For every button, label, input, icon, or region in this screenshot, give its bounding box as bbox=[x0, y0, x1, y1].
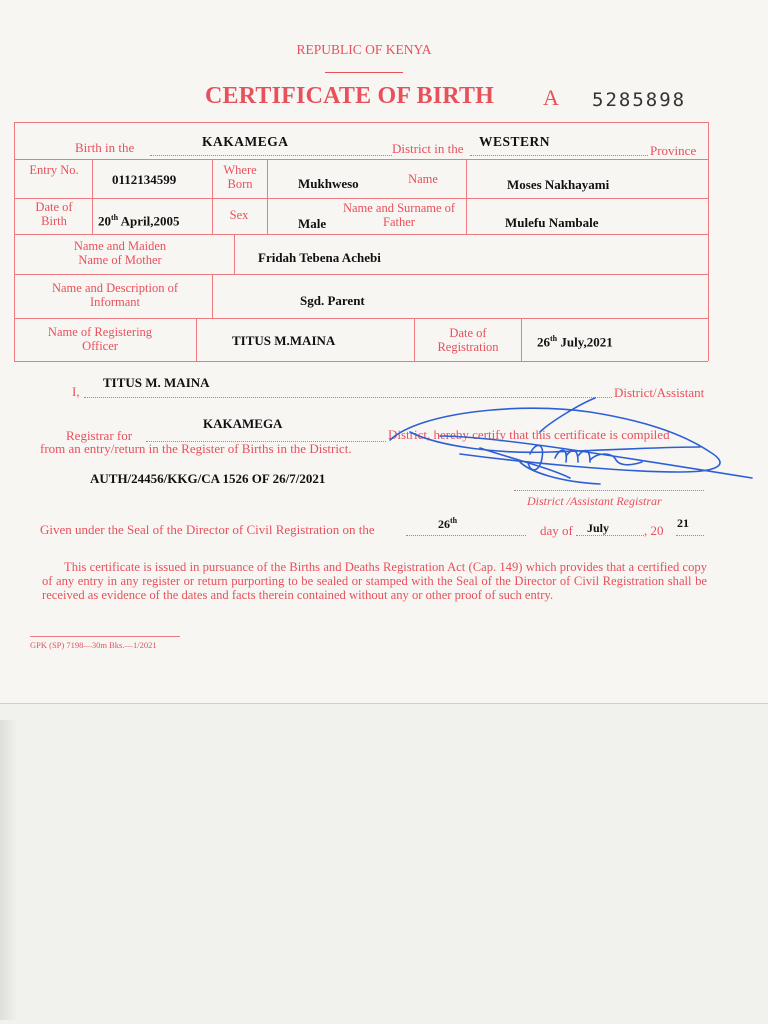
row-line-1 bbox=[14, 159, 708, 160]
row-line-4 bbox=[14, 274, 708, 275]
col-line-informant bbox=[212, 274, 213, 318]
left-border bbox=[14, 122, 15, 361]
heading-rule bbox=[325, 72, 403, 73]
where-born-value: Mukhweso bbox=[298, 176, 359, 191]
registrar-name: TITUS M. MAINA bbox=[103, 375, 210, 390]
district-value: WESTERN bbox=[479, 134, 551, 149]
district-assistant-label: District/Assistant bbox=[614, 385, 705, 400]
informant-value: Sgd. Parent bbox=[300, 293, 365, 308]
date-registration-value: 26th July,2021 bbox=[537, 334, 613, 350]
date-registration-label: Date of Registration bbox=[437, 326, 499, 354]
serial-prefix: A bbox=[543, 85, 559, 110]
sex-label: Sex bbox=[229, 208, 249, 222]
col-line-c bbox=[267, 159, 268, 234]
province-label: Province bbox=[650, 143, 697, 158]
dob-label: Date of Birth bbox=[35, 200, 73, 228]
where-born-label: Where Born bbox=[223, 163, 257, 191]
birth-in-value: KAKAMEGA bbox=[202, 134, 289, 149]
col-line-officer-a bbox=[196, 318, 197, 361]
certificate-title: CERTIFICATE OF BIRTH bbox=[205, 83, 495, 109]
given-day-dots bbox=[406, 535, 526, 536]
blank-lower-area bbox=[0, 704, 768, 1024]
registrar-for-label: Registrar for bbox=[66, 428, 133, 443]
col-line-d bbox=[466, 159, 467, 234]
col-line-a bbox=[92, 159, 93, 234]
table-top-border bbox=[14, 122, 708, 123]
given-year-dots bbox=[676, 535, 704, 536]
district-dots bbox=[470, 155, 648, 156]
entry-label: Entry No. bbox=[29, 163, 79, 177]
birth-in-label: Birth in the bbox=[75, 140, 135, 155]
birth-in-dots bbox=[150, 155, 392, 156]
footer-rule bbox=[30, 636, 180, 637]
row-line-6 bbox=[14, 361, 708, 362]
republic-heading: REPUBLIC OF KENYA bbox=[296, 42, 432, 57]
i-label: I, bbox=[72, 384, 80, 399]
name-label: Name bbox=[408, 172, 438, 186]
signature bbox=[380, 392, 760, 492]
col-line-mother bbox=[234, 234, 235, 274]
signature-caption: District /Assistant Registrar bbox=[527, 494, 662, 508]
mother-value: Fridah Tebena Achebi bbox=[258, 250, 381, 265]
signature-dots bbox=[514, 490, 704, 491]
certify-text: District, hereby certify that this certificate is compiled bbox=[388, 427, 670, 442]
mother-label: Name and Maiden Name of Mother bbox=[73, 239, 167, 267]
auth-reference: AUTH/24456/KKG/CA 1526 OF 26/7/2021 bbox=[90, 471, 326, 486]
registrar-for-value: KAKAMEGA bbox=[203, 416, 283, 431]
row-line-3 bbox=[14, 234, 708, 235]
year-prefix: , 20 bbox=[644, 523, 664, 538]
col-line-officer-b bbox=[414, 318, 415, 361]
entry-value: 0112134599 bbox=[112, 172, 177, 187]
day-of-label: day of bbox=[540, 523, 573, 538]
name-value: Moses Nakhayami bbox=[507, 177, 610, 192]
col-line-officer-c bbox=[521, 318, 522, 361]
statutory-notice: This certificate is issued in pursuance of the Births and Deaths Registration Act (Cap. 149) which provides that a certified copy of any entry in any register or return purporting to be sealed or stamped with the Seal of the Director of Civil Registration shall be received as evidence of the dates and facts therein contained without any or other proof of such entry. bbox=[42, 560, 707, 602]
page-edge-shadow bbox=[0, 720, 18, 1020]
given-year: 21 bbox=[677, 516, 689, 530]
informant-label: Name and Description of Informant bbox=[51, 281, 178, 309]
given-text: Given under the Seal of the Director of Civil Registration on the bbox=[40, 522, 375, 537]
father-value: Mulefu Nambale bbox=[505, 215, 599, 230]
dob-value: 20th April,2005 bbox=[98, 213, 180, 229]
given-day: 26th bbox=[438, 516, 458, 531]
registering-officer-value: TITUS M.MAINA bbox=[232, 333, 336, 348]
row-line-2 bbox=[14, 198, 708, 199]
sex-value: Male bbox=[298, 216, 327, 231]
row-line-5 bbox=[14, 318, 708, 319]
right-border bbox=[708, 122, 709, 361]
serial-number: 5285898 bbox=[592, 89, 687, 111]
father-label: Name and Surname of Father bbox=[342, 201, 456, 229]
given-month: July bbox=[587, 521, 610, 535]
print-code: GPK (SP) 7198—30m Bks.—1/2021 bbox=[30, 640, 157, 650]
col-line-b bbox=[212, 159, 213, 234]
from-entry-text: from an entry/return in the Register of Births in the District. bbox=[40, 441, 352, 456]
district-label: District in the bbox=[392, 141, 464, 156]
registering-officer-label: Name of Registering Officer bbox=[47, 325, 153, 353]
